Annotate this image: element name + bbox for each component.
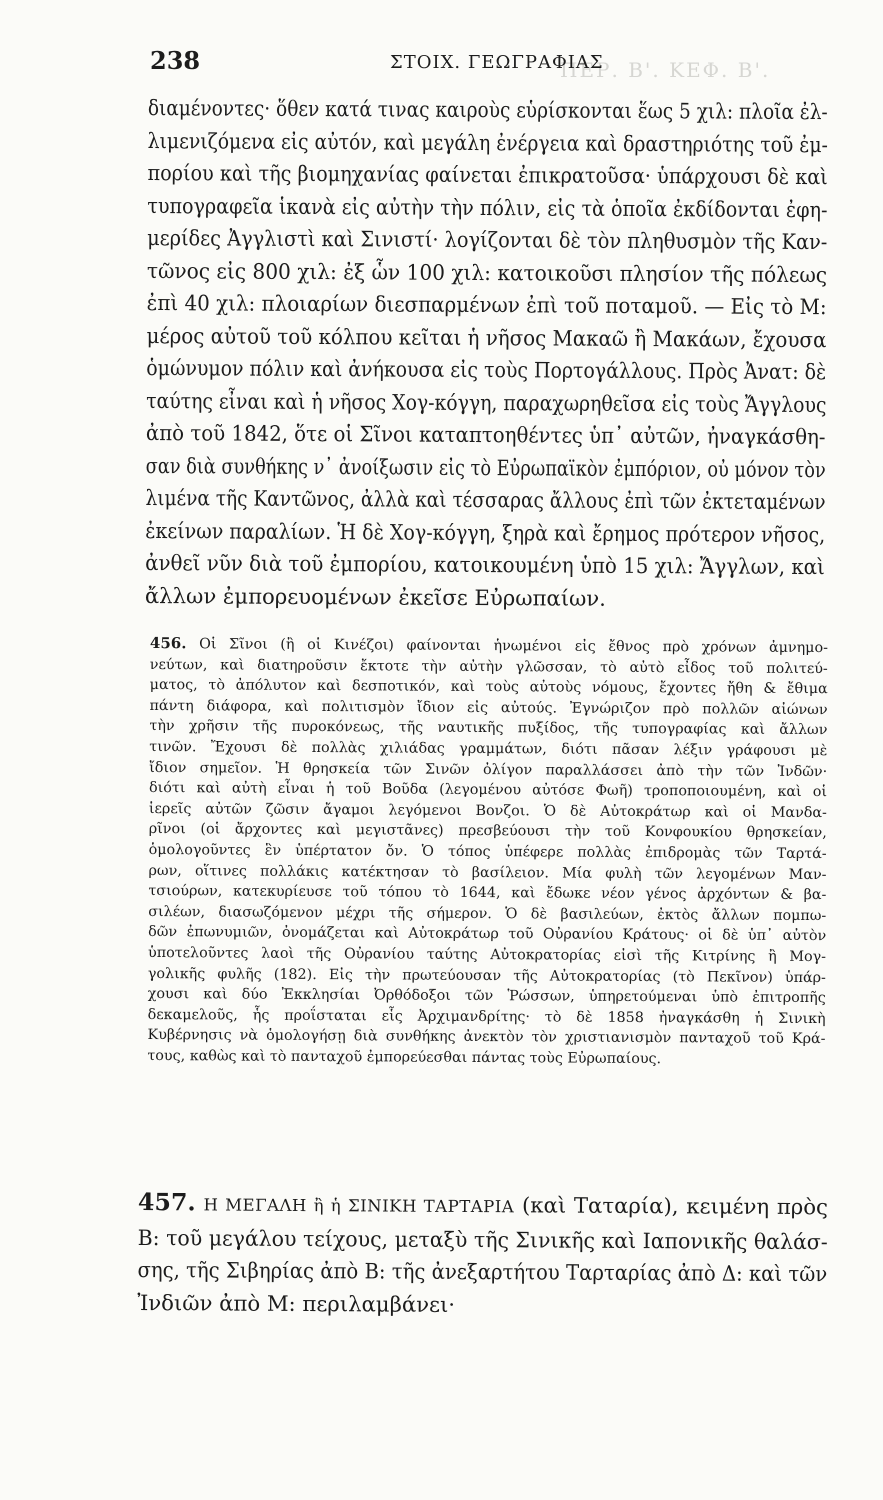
page-number: 238 xyxy=(150,46,201,75)
text-line: ἀπὸ τοῦ 1842, ὅτε οἱ Σῖνοι καταπτοηθέντες ὑπ᾽ αὐτῶν, ἠναγκάσθη- xyxy=(145,419,826,450)
note-line: ὑποτελοῦντες λαοὶ τῆς Οὐρανίου ταύτης Αὐτοκρατορίας εἰσὶ τῆς Κιτρίνης ἢ Μογ- xyxy=(147,944,827,966)
note-line: ματος, τὸ ἀπόλυτον καὶ δεσποτικόν, καὶ τοὺς αὐτοὺς νόμους, ἔχοντες ἤθη & ἔθιμα xyxy=(149,677,828,698)
note-line: τους, καθὼς καὶ τὸ πανταχοῦ ἐμπορεύεσθαι πάντας τοὺς Εὐρωπαίους. xyxy=(147,1047,662,1068)
bleed-through-text: ΠΕΡ. Β'. ΚΕΦ. Β'. xyxy=(560,58,771,82)
section-number: 457. xyxy=(137,1188,196,1217)
text-line: πορίου καὶ τῆς βιομηχανίας φαίνεται ἐπικρατοῦσα· ὑπάρχουσι δὲ καὶ xyxy=(147,159,828,190)
text-line: ἐπὶ 40 χιλ: πλοιαρίων διεσπαρμένων ἐπὶ τοῦ ποταμοῦ. — Εἰς τὸ Μ: xyxy=(146,289,827,320)
note-line: ἴδιον σημεῖον. Ἡ θρησκεία τῶν Σινῶν ὀλίγον παραλλάσσει ἀπὸ τὴν τῶν Ἰνδῶν· xyxy=(149,759,828,780)
text-line: διαμένοντες· ὅθεν κατά τινας καιροὺς εὑρίσκονται ἕως 5 χιλ: πλοῖα ἐλ- xyxy=(147,94,828,125)
section-457 xyxy=(137,1186,828,1323)
note-line: χουσι καὶ δύο Ἐκκλησίαι Ὀρθόδοξοι τῶν Ῥώσσων, ὑπηρετούμεναι ὑπὸ ἐπιτροπῆς xyxy=(147,986,826,1007)
text-line: μερίδες Ἀγγλιστὶ καὶ Σινιστί· λογίζονται δὲ τὸν πληθυσμὸν τῆς Καν- xyxy=(147,224,828,255)
text-line: ταύτης εἶναι καὶ ἡ νῆσος Χογ-κόγγη, παραχωρηθεῖσα εἰς τοὺς Ἄγγλους xyxy=(146,387,827,417)
note-line: ρῖνοι (οἱ ἄρχοντες καὶ μεγιστᾶνες) πρεσβεύουσι τὴν τοῦ Κονφουκίου θρησκείαν, xyxy=(148,821,827,842)
note-line: ὁμολογοῦντες ἓν ὑπέρτατον ὄν. Ὁ τόπος ὑπέφερε πολλὰς ἐπιδρομὰς τῶν Ταρτά- xyxy=(148,841,827,863)
note-line: γολικῆς φυλῆς (182). Εἰς τὴν πρωτεύουσαν τῆς Αὐτοκρατορίας (τὸ Πεκῖνον) ὑπάρ- xyxy=(147,965,826,986)
text-line: τῶνος εἰς 800 χιλ: ἐξ ὧν 100 χιλ: κατοικοῦσι πλησίον τῆς πόλεως xyxy=(146,257,828,287)
note-number: 456. xyxy=(149,634,187,653)
running-head: ΣΤΟΙΧ. ΓΕΩΓΡΑΦΙΑΣ xyxy=(390,52,604,73)
note-line: τὴν χρῆσιν τῆς πυροκόνεως, τῆς ναυτικῆς πυξίδος, τῆς τυπογραφίας καὶ ἄλλων xyxy=(149,718,828,739)
text-line: τυπογραφεῖα ἱκανὰ εἰς αὐτὴν τὴν πόλιν, εἰς τὰ ὁποῖα ἐκδίδονται ἐφη- xyxy=(147,192,828,222)
note-line: διότι καὶ αὐτὴ εἶναι ἡ τοῦ Βοῦδα (λεγομένου αὐτόσε Φωῆ) τροποποιουμένη, καὶ οἱ xyxy=(149,780,828,801)
section-first-line-rest: (καὶ Ταταρία), κειμένη πρὸς xyxy=(521,1192,828,1220)
section-line: σης, τῆς Σιβηρίας ἀπὸ Β: τῆς ἀνεξαρτήτου Ταρταρίας ἀπὸ Δ: καὶ τῶν xyxy=(137,1256,828,1287)
note-line: ρων, οἵτινες πολλάκις κατέκτησαν τὸ βασίλειον. Μία φυλὴ τῶν λεγομένων Μαν- xyxy=(148,862,827,883)
note-line: τσιούρων, κατεκυρίευσε τοῦ τόπου τὸ 1644, καὶ ἔδωκε νέον γένος ἀρχόντων & βα- xyxy=(148,883,827,904)
section-heading: Η ΜΕΓΑΛΗ ἢ ἡ ΣΙΝΙΚΗ ΤΑΡΤΑΡΙΑ xyxy=(203,1195,515,1217)
text-line: ἀνθεῖ νῦν διὰ τοῦ ἐμπορίου, κατοικουμένη ὑπὸ 15 χιλ: Ἄγγλων, καὶ xyxy=(145,549,825,580)
note-line: νεύτων, καὶ διατηροῦσιν ἔκτοτε τὴν αὐτὴν γλῶσσαν, τὸ αὐτὸ εἶδος τοῦ πολιτεύ- xyxy=(149,656,828,677)
note-line: τινῶν. Ἔχουσι δὲ πολλὰς χιλιάδας γραμμάτων, διότι πᾶσαν λέξιν γράφουσι μὲ xyxy=(149,738,828,760)
text-line: σαν διὰ συνθήκης ν᾽ ἀνοίξωσιν εἰς τὸ Εὐρωπαϊκὸν ἐμπόριον, οὐ μόνον τὸν xyxy=(145,452,826,482)
note-line: δεκαμελοῦς, ἧς προΐσταται εἷς Ἀρχιμανδρίτης· τὸ δὲ 1858 ἠναγκάσθη ἡ Σινικὴ xyxy=(147,1006,826,1027)
main-text xyxy=(145,92,828,616)
section-line: Ἰνδιῶν ἀπὸ Μ: περιλαμβάνει· xyxy=(137,1289,456,1317)
note-line: δῶν ἐπωνυμιῶν, ὀνομάζεται καὶ Αὐτοκράτωρ τοῦ Οὐρανίου Κράτους· οἱ δὲ ὑπ᾽ αὐτὸν xyxy=(148,924,827,945)
text-line: ὁμώνυμον πόλιν καὶ ἀνήκουσα εἰς τοὺς Πορτογάλλους. Πρὸς Ἀνατ: δὲ xyxy=(146,354,827,385)
note-line: πάντη διάφορα, καὶ πολιτισμὸν ἴδιον εἰς αὐτούς. Ἐγνώριζον πρὸ πολλῶν αἰώνων xyxy=(149,697,828,718)
text-line: ἐκείνων παραλίων. Ἡ δὲ Χογ-κόγγη, ξηρὰ καὶ ἔρημος πρότερον νῆσος, xyxy=(145,517,826,547)
text-line: λιμενιζόμενα εἰς αὐτόν, καὶ μεγάλη ἐνέργεια καὶ δραστηριότης τοῦ ἐμ- xyxy=(147,127,828,157)
text-line: ἄλλων ἐμπορευομένων ἐκεῖσε Εὐρωπαίων. xyxy=(144,582,607,611)
note-line: Οἱ Σῖνοι (ἢ οἱ Κινέζοι) φαίνονται ἡνωμένοι εἰς ἔθνος πρὸ χρόνων ἀμνημο- xyxy=(199,636,828,657)
note-line: ἱερεῖς αὐτῶν ζῶσιν ἄγαμοι λεγόμενοι Βονζοι. Ὁ δὲ Αὐτοκράτωρ καὶ οἱ Μανδα- xyxy=(148,800,827,821)
note-line: σιλέων, διασωζόμενον μέχρι τῆς σήμερον. Ὁ δὲ βασιλεύων, ἐκτὸς ἄλλων πομπω- xyxy=(148,903,827,924)
section-line: Β: τοῦ μεγάλου τείχους, μεταξὺ τῆς Σινικῆς καὶ Ιαπονικῆς θαλάσ- xyxy=(137,1224,828,1254)
text-line: λιμένα τῆς Καντῶνος, ἀλλὰ καὶ τέσσαρας ἄλλους ἐπὶ τῶν ἐκτεταμένων xyxy=(145,484,826,515)
text-line: μέρος αὐτοῦ τοῦ κόλπου κεῖται ἡ νῆσος Μακαῶ ἢ Μακάων, ἔχουσα xyxy=(146,322,827,352)
section-first-line xyxy=(138,1186,828,1226)
page-header xyxy=(0,40,883,84)
footnote-block xyxy=(147,633,828,1071)
note-line: Κυβέρνησις νὰ ὁμολογήσῃ διὰ συνθήκης ἀνεκτὸν τὸν χριστιανισμὸν πανταχοῦ τοῦ Κρά- xyxy=(147,1027,826,1048)
